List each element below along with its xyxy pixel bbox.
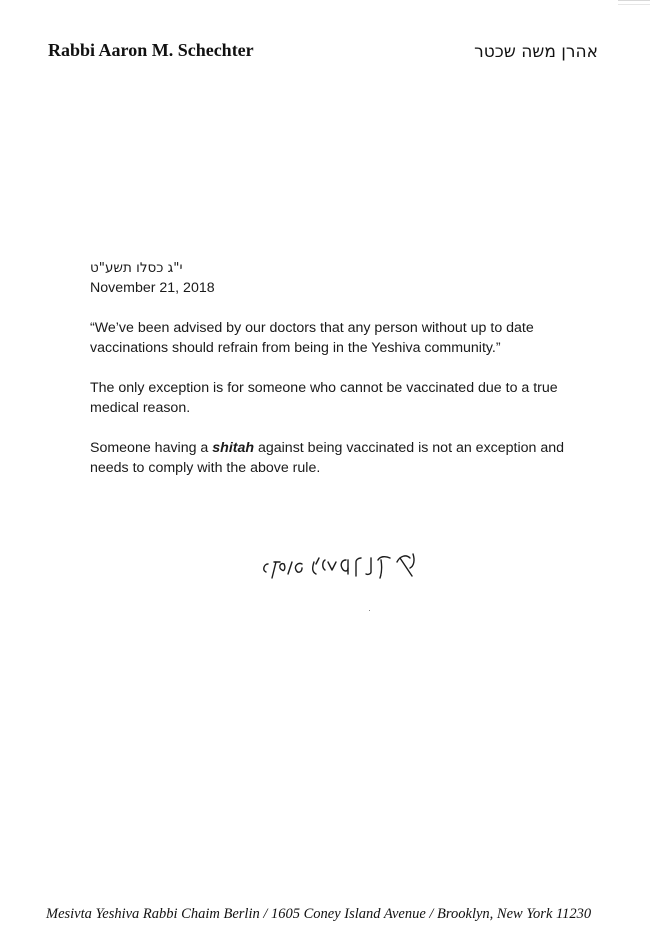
letterhead-name-hebrew: אהרן משה שכטר	[474, 42, 598, 62]
paragraph-doctors-advice: “We’ve been advised by our doctors that any person without up to date vaccinations should refrain from being in the Yeshiva community.”	[90, 320, 534, 356]
scan-speck	[369, 610, 370, 611]
footer-address: Mesivta Yeshiva Rabbi Chaim Berlin / 1605 Coney Island Avenue / Brooklyn, New York 11230	[46, 906, 592, 922]
paragraph-shitah-rule	[90, 438, 570, 478]
handwritten-signature	[250, 540, 430, 590]
paragraph-medical-exception: The only exception is for someone who cannot be vaccinated due to a true medical reason.	[90, 380, 558, 416]
paragraph-3-start: Someone having a	[90, 440, 213, 456]
paragraph-3-end: against being vaccinated is not an exception and needs to comply with the above rule.	[90, 440, 565, 476]
date-english: November 21, 2018	[90, 280, 215, 296]
scan-edge-mark	[618, 0, 650, 5]
letterhead-name-english: Rabbi Aaron M. Schechter	[48, 40, 254, 60]
letter-body	[90, 258, 570, 478]
date-hebrew: י"ג כסלו תשע"ט	[90, 260, 183, 276]
date-block	[90, 258, 570, 298]
shitah-emphasis: shitah	[212, 440, 255, 456]
